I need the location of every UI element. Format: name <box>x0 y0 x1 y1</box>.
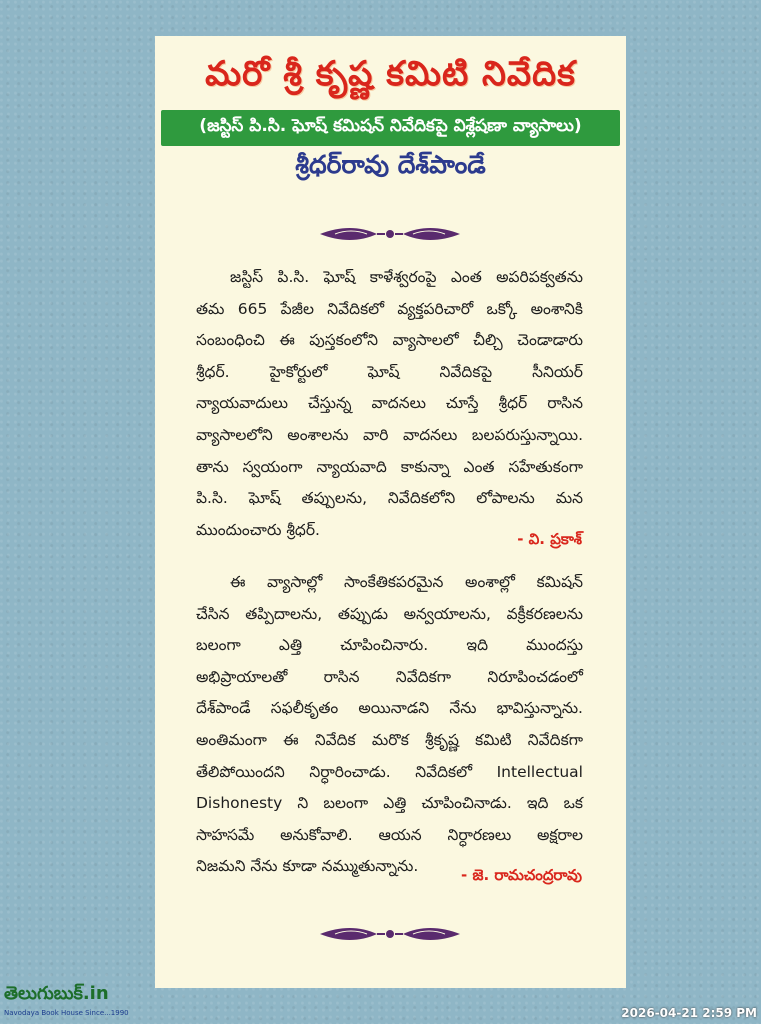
text-line: తమ 665 పేజీల నివేదికలో వ్యక్తపరిచారో ఒక్కో అంశానికి <box>196 299 583 318</box>
text-line: పి.సి. ఘోష్ తప్పులను, నివేదికలోని లోపాలను మన <box>196 489 583 508</box>
book-subtitle: (జస్టిస్ పి.సి. ఘోష్ కమిషన్ నివేదికపై విశ్లేషణా వ్యాసాలు) <box>199 116 582 136</box>
book-title: మరో శ్రీ కృష్ణ కమిటి నివేదిక <box>205 54 576 94</box>
scan-timestamp: 2026-04-21 2:59 PM <box>621 1006 757 1020</box>
ornament-divider-icon <box>315 224 465 244</box>
text-line: దేశ్‌పాండే సఫలీకృతం అయినాడని నేను భావిస్తున్నాను. <box>196 699 583 718</box>
text-line: ముందుంచారు శ్రీధర్. <box>196 520 320 539</box>
review-signature-1: - వి. ప్రకాశ్ <box>517 530 582 548</box>
ornament-divider-icon <box>315 924 465 944</box>
text-line: ఈ వ్యాసాల్లో సాంకేతికపరమైన అంశాల్లో కమిషన్ <box>230 573 583 591</box>
text-line: నిజమని నేను కూడా నమ్ముతున్నాను. <box>196 857 419 876</box>
subtitle-banner <box>161 110 620 146</box>
review-paragraph-1 <box>196 262 583 546</box>
text-line: జస్టిస్ పి.సి. ఘోష్ కాళేశ్వరంపై ఎంత అపరిపక్వతను <box>230 268 583 286</box>
text-line: సంబంధించి ఈ పుస్తకంలోని వ్యాసాలలో చీల్చి చెండాడారు <box>196 331 583 350</box>
text-line: వ్యాసాలలోని అంశాలను వారి వాదనలు బలపరుస్తున్నాయి. <box>196 425 583 444</box>
text-line: Dishonesty ని బలంగా ఎత్తి చూపించినాడు. ఇది ఒక <box>196 794 583 813</box>
text-line: బలంగా ఎత్తి చూపించినారు. ఇది ముందస్తు <box>196 636 583 655</box>
watermark-tagline: Navodaya Book House Since...1990 <box>4 1009 129 1017</box>
text-line: న్యాయవాదులు చేస్తున్న వాదనలు చూస్తే శ్రీధర్ రాసిన <box>196 394 583 413</box>
watermark-logo: తెలుగుబుక్.in <box>4 983 109 1004</box>
author-name: శ్రీధర్‌రావు దేశ్‌పాండే <box>295 150 486 179</box>
text-line: అభిప్రాయాలతో రాసిన నివేదికగా నిరూపించడంలో <box>196 667 583 686</box>
text-line: అంతిమంగా ఈ నివేదిక మరొక శ్రీకృష్ణ కమిటి నివేదికగా <box>196 730 583 749</box>
text-line: శ్రీధర్. హైకోర్టులో ఘోష్ నివేదికపై సీనియర్ <box>196 362 583 381</box>
back-cover-panel <box>155 36 626 988</box>
publisher-watermark <box>4 983 129 1019</box>
text-line: తేలిపోయిందని నిర్ధారించాడు. నివేదికలో Intellectual <box>196 762 583 781</box>
text-line: తాను స్వయంగా న్యాయవాది కాకున్నా ఎంత సహేతుకంగా <box>196 457 583 476</box>
text-line: చేసిన తప్పిదాలను, తప్పుడు అన్వయాలను, వక్రీకరణలను <box>196 604 583 623</box>
review-paragraph-2 <box>196 567 583 883</box>
text-line: సాహసమే అనుకోవాలి. ఆయన నిర్ధారణలు అక్షరాల <box>196 825 583 844</box>
review-signature-2: - జె. రామచంద్రరావు <box>461 866 582 884</box>
